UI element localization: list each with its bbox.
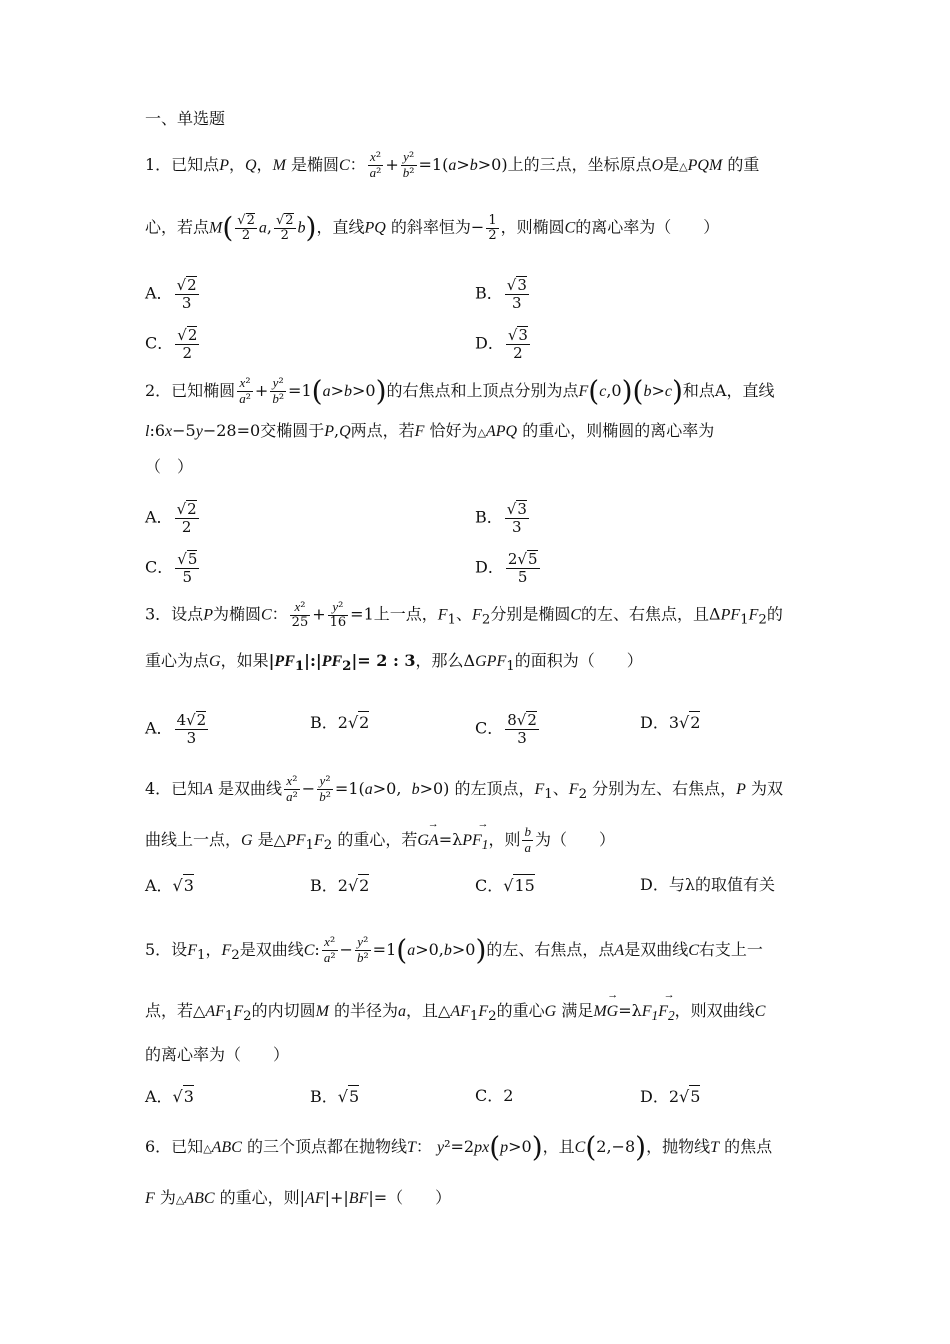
question-4-option-d[interactable]: D．与λ的取值有关 (640, 875, 775, 894)
question-4-line-1: 4．已知A 是双曲线 $\frac{\text{x²}}{\text{a²}}$ − $\frac{\text{y²}}{\text{b²}}$ =1(a>0, b>0) 的左顶点，$F_1$、$F_2$ 分别为左、右焦点，P 为双 (145, 773, 784, 805)
question-1-line-2: 心，若点M( $\frac{√2}{2}$ a, $\frac{√2}{2}$ b)，直线PQ 的斜率恒为− $\frac{1}{2}$ ，则椭圆C的离心率为（ ） (145, 211, 720, 244)
question-5-option-c[interactable]: C．2 (475, 1086, 514, 1105)
question-3-line-1: 3．设点P为椭圆C： $\frac{\text{x²}}{25}$ + $\frac{\text{y²}}{16}$ =1上一点，$F_1$、$F_2$分别是椭圆C的左、右焦点，且$\Delta PF_1F_2$的 (145, 599, 783, 630)
question-4-option-c[interactable]: C．√15 (475, 876, 535, 895)
section-title: 一、单选题 (145, 109, 226, 128)
question-3-option-c[interactable]: C． $\frac{8√2}{3}$ (475, 711, 537, 747)
question-2-option-d[interactable]: D． $\frac{2√5}{5}$ (475, 550, 538, 586)
question-1-option-c[interactable]: C． $\frac{√2}{2}$ (145, 326, 198, 362)
question-4-option-a[interactable]: A．√3 (145, 876, 194, 895)
question-5-line-2: 点，若$\triangle AF_1F_2$的内切圆M 的半径为a，且$\triangle AF_1F_2$的重心G 满足→ $MG=\lambda\to F_1F_2$，则双曲线C (145, 1000, 765, 1028)
question-5-line-1: 5．设$F_1$，$F_2$是双曲线C: $\frac{\text{x²}}{\text{a²}}$ − $\frac{\text{y²}}{\text{b²}}$ =1(a>0,b>0)的左、右焦点，点A是双曲线C右支上一 (145, 933, 763, 967)
question-1-option-b[interactable]: B． $\frac{√3}{3}$ (475, 276, 527, 312)
question-1-line-1: 1．已知点P，Q，M 是椭圆C： $\frac{\text{x²}}{\text{a²}}$ + $\frac{\text{y²}}{\text{b²}}$ =1(a>b>0)上的三点，坐标原点O是△PQM 的重 (145, 149, 760, 181)
question-5-option-d[interactable]: D．2√5 (640, 1087, 701, 1106)
question-3-option-d[interactable]: D．3√2 (640, 713, 701, 732)
question-2-line-2: l:6x−5y−28=0交椭圆于P,Q两点，若F 恰好为△APQ 的重心，则椭圆的离心率为 (145, 421, 715, 440)
question-2-option-a[interactable]: A． $\frac{√2}{2}$ (145, 500, 197, 536)
question-1-option-a[interactable]: A． $\frac{√2}{3}$ (145, 276, 197, 312)
question-2-line-1: 2．已知椭圆 $\frac{\text{x²}}{\text{a²}}$ + $\frac{\text{y²}}{\text{b²}}$ =1(a>b>0)的右焦点和上顶点分别为点F(c,0)(b>c)和点A，直线 (145, 374, 775, 408)
question-6-line-2: F 为△ABC 的重心，则|AF|+|BF|=（ ） (145, 1188, 452, 1207)
question-1-option-d[interactable]: D． $\frac{√3}{2}$ (475, 326, 528, 362)
question-5-option-b[interactable]: B．√5 (310, 1087, 360, 1106)
question-2-line-3: （ ） (145, 457, 194, 476)
question-3-line-2: 重心为点G，如果$|PF_1|:|PF_2|= 2$ : 3，那么$\Delta GPF_1$的面积为（ ） (145, 651, 643, 675)
question-5-option-a[interactable]: A．√3 (145, 1087, 194, 1106)
question-6-line-1: 6．已知△ABC 的三个顶点都在抛物线T： y²=2px(p>0)，且C(2,−8)，抛物线T 的焦点 (145, 1130, 773, 1164)
question-2-option-c[interactable]: C． $\frac{√5}{5}$ (145, 550, 198, 586)
question-5-line-3: 的离心率为（ ） (145, 1045, 290, 1064)
question-2-option-b[interactable]: B． $\frac{√3}{3}$ (475, 500, 527, 536)
question-4-option-b[interactable]: B．2√2 (310, 876, 370, 895)
question-4-line-2: 曲线上一点，G 是$\triangle PF_1F_2$ 的重心，若→ $GA=\lambda\to PF_1$，则 $\frac{b}{a}$ 为（ ） (145, 825, 615, 857)
question-3-option-b[interactable]: B．2√2 (310, 713, 370, 732)
question-3-option-a[interactable]: A． $\frac{4√2}{3}$ (145, 711, 207, 747)
